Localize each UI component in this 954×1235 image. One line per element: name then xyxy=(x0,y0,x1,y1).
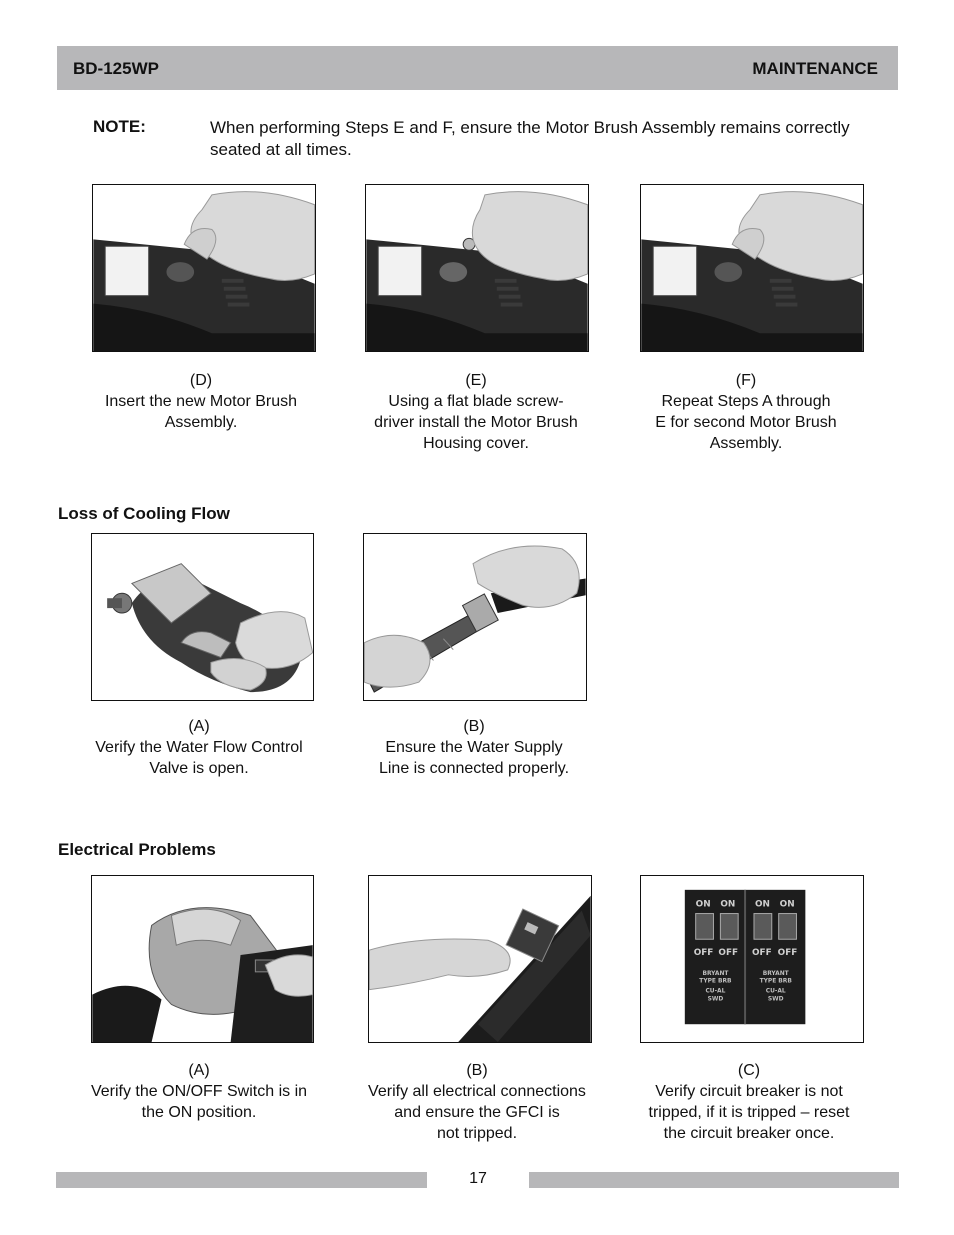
heading-electrical: Electrical Problems xyxy=(58,840,216,859)
photo-brush-step-d xyxy=(92,184,316,352)
water-supply-line-image xyxy=(364,534,586,700)
grinder-second-brush-image xyxy=(641,185,863,351)
caption-line: Verify the ON/OFF Switch is in xyxy=(90,1083,308,1100)
svg-text:OFF: OFF xyxy=(718,948,739,959)
caption-electrical-step-a xyxy=(78,1060,320,1123)
photo-electrical-step-b xyxy=(368,875,592,1043)
svg-text:ON: ON xyxy=(779,899,795,910)
caption-line: Using a flat blade screw- xyxy=(388,393,564,410)
caption-letter: (A) xyxy=(188,1062,210,1079)
section-title: MAINTENANCE xyxy=(752,59,878,78)
caption-brush-step-d xyxy=(80,370,322,433)
svg-text:ON: ON xyxy=(720,899,736,910)
caption-line: Verify circuit breaker is not xyxy=(655,1083,843,1100)
caption-brush-step-f xyxy=(625,370,867,454)
grinder-cover-install-image xyxy=(366,185,588,351)
caption-letter: (B) xyxy=(463,718,485,735)
photo-cooling-step-a xyxy=(91,533,314,701)
caption-line: Ensure the Water Supply xyxy=(385,739,563,756)
caption-cooling-step-b xyxy=(353,716,595,779)
photo-brush-step-e xyxy=(365,184,589,352)
footer-bar-left xyxy=(56,1172,427,1188)
heading-cooling: Loss of Cooling Flow xyxy=(58,504,230,523)
caption-letter: (B) xyxy=(466,1062,488,1079)
caption-line: E for second Motor Brush xyxy=(655,414,837,431)
circuit-breaker-image xyxy=(641,876,863,1042)
caption-line: Line is connected properly. xyxy=(378,760,570,777)
photo-brush-step-f xyxy=(640,184,864,352)
svg-text:OFF: OFF xyxy=(693,948,714,959)
photo-electrical-step-a xyxy=(91,875,314,1043)
svg-text:OFF: OFF xyxy=(752,948,772,959)
svg-text:BRYANT: BRYANT xyxy=(762,970,789,977)
svg-text:ON: ON xyxy=(754,899,770,910)
page-number: 17 xyxy=(469,1170,487,1187)
photo-cooling-step-b xyxy=(363,533,587,701)
note-label: NOTE: xyxy=(93,117,146,136)
grinder-brush-insert-image xyxy=(93,185,315,351)
caption-line: tripped, if it is tripped – reset xyxy=(648,1104,850,1121)
caption-line: driver install the Motor Brush xyxy=(374,414,578,431)
caption-line: and ensure the GFCI is xyxy=(394,1104,560,1121)
svg-text:OFF: OFF xyxy=(777,948,798,959)
caption-line: Repeat Steps A through xyxy=(661,393,831,410)
caption-letter: (F) xyxy=(735,372,757,389)
caption-line: the ON position. xyxy=(141,1104,257,1121)
svg-text:BRYANT: BRYANT xyxy=(702,970,729,977)
caption-line: Assembly. xyxy=(709,435,783,452)
svg-text:SWD: SWD xyxy=(767,996,784,1003)
svg-text:TYPE BRB: TYPE BRB xyxy=(759,978,792,985)
model-number: BD-125WP xyxy=(73,59,159,78)
caption-line: Housing cover. xyxy=(423,435,529,452)
caption-cooling-step-a xyxy=(78,716,320,779)
page-header xyxy=(57,46,898,90)
caption-electrical-step-b xyxy=(350,1060,604,1144)
caption-line: Valve is open. xyxy=(149,760,249,777)
gfci-connection-image xyxy=(369,876,591,1042)
svg-text:CU-AL: CU-AL xyxy=(705,988,726,995)
on-off-switch-image xyxy=(92,876,313,1042)
caption-line: Insert the new Motor Brush xyxy=(104,393,298,410)
caption-electrical-step-c xyxy=(626,1060,872,1144)
svg-text:SWD: SWD xyxy=(707,996,724,1003)
caption-letter: (E) xyxy=(465,372,487,389)
svg-text:ON: ON xyxy=(695,899,711,910)
caption-brush-step-e xyxy=(355,370,597,454)
photo-electrical-step-c xyxy=(640,875,864,1043)
svg-text:CU-AL: CU-AL xyxy=(765,988,786,995)
footer-bar-right xyxy=(529,1172,899,1188)
water-valve-image xyxy=(92,534,313,700)
note-text: When performing Steps E and F, ensure the Motor Brush Assembly remains correctly seated at all times. xyxy=(210,118,850,159)
caption-line: the circuit breaker once. xyxy=(663,1125,835,1142)
caption-line: Verify all electrical connections xyxy=(368,1083,586,1100)
caption-line: Verify the Water Flow Control xyxy=(95,739,303,756)
caption-letter: (A) xyxy=(188,718,210,735)
caption-line: not tripped. xyxy=(436,1125,518,1142)
svg-text:TYPE BRB: TYPE BRB xyxy=(699,978,732,985)
caption-letter: (D) xyxy=(189,372,213,389)
caption-letter: (C) xyxy=(737,1062,761,1079)
caption-line: Assembly. xyxy=(164,414,238,431)
